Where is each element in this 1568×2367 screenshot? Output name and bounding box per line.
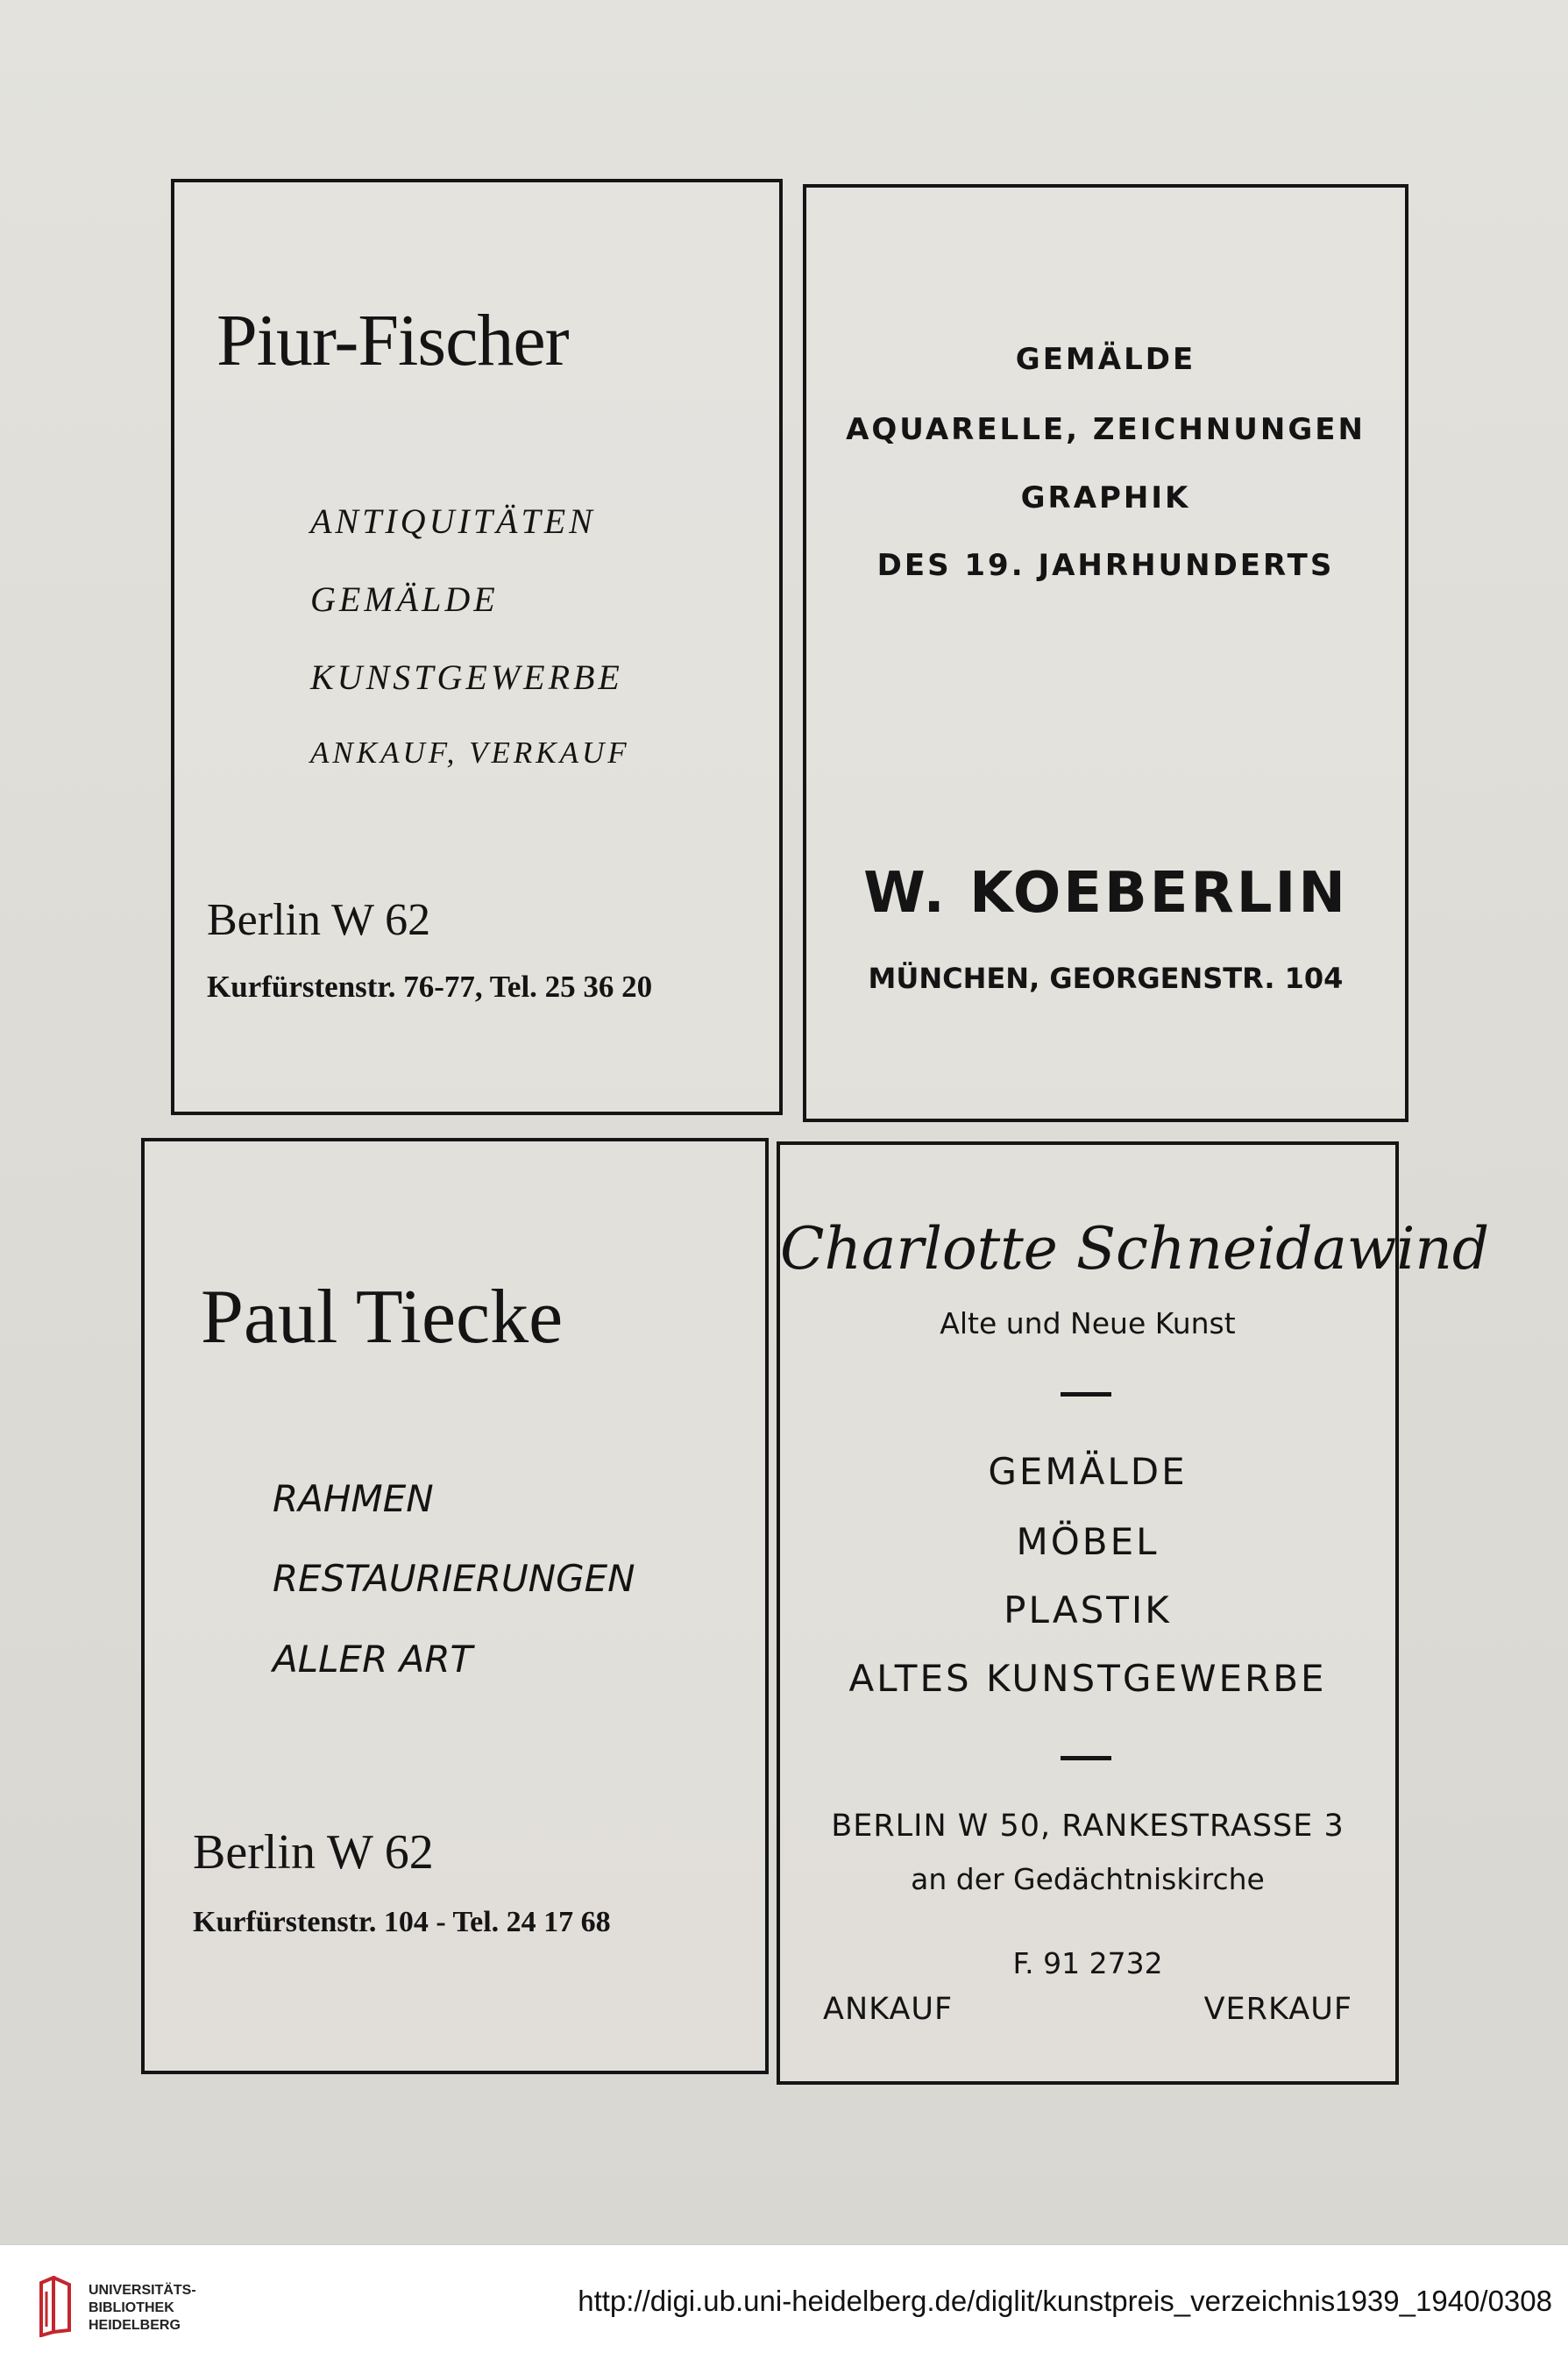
divider <box>1061 1392 1111 1397</box>
advertisement-schneidawind <box>777 1141 1490 2085</box>
ad-city: Berlin W 62 <box>207 895 431 945</box>
ad-heading-line: AQUARELLE, ZEICHNUNGEN <box>846 412 1366 447</box>
ad-heading-line: GRAPHIK <box>1020 480 1191 515</box>
advertisement-paul-tiecke <box>141 1138 769 2074</box>
ad-title: Paul Tiecke <box>201 1275 564 1360</box>
ad-location-note: an der Gedächtniskirche <box>911 1862 1265 1896</box>
library-logo-icon <box>38 2276 73 2337</box>
ad-buy-label: ANKAUF <box>823 1992 954 2027</box>
ad-service-line: PLASTIK <box>1004 1589 1172 1631</box>
ad-service-line: ALTES KUNSTGEWERBE <box>848 1657 1327 1700</box>
advertisement-koeberlin <box>803 184 1408 1122</box>
ad-title: Piur-Fischer <box>216 300 569 381</box>
ad-service-line: ANKAUF, VERKAUF <box>310 736 630 770</box>
library-name-line: HEIDELBERG <box>89 2318 181 2333</box>
ad-title: Charlotte Schneidawind <box>780 1215 1490 1283</box>
source-url[interactable]: http://digi.ub.uni-heidelberg.de/diglit/kunstpreis_verzeichnis1939_1940/0308 <box>578 2285 1552 2317</box>
ad-service-line: RESTAURIERUNGEN <box>273 1557 635 1600</box>
divider <box>1061 1756 1111 1760</box>
library-name-line: UNIVERSITÄTS- <box>89 2283 196 2298</box>
ad-address: Kurfürstenstr. 104 - Tel. 24 17 68 <box>193 1906 611 1938</box>
library-name <box>89 2282 196 2335</box>
digitization-footer <box>0 2244 1568 2367</box>
ad-sell-label: VERKAUF <box>1203 1992 1352 2027</box>
ad-service-line: ANTIQUITÄTEN <box>310 501 596 541</box>
advertisement-piur-fischer <box>171 179 783 1115</box>
ad-heading-line: GEMÄLDE <box>1015 342 1196 377</box>
ad-address: MÜNCHEN, GEORGENSTR. 104 <box>868 962 1344 995</box>
ad-phone: F. 91 2732 <box>1012 1946 1163 1980</box>
ad-service-line: KUNSTGEWERBE <box>310 658 623 697</box>
ad-heading-line: DES 19. JAHRHUNDERTS <box>876 548 1335 583</box>
ad-address: BERLIN W 50, RANKESTRASSE 3 <box>831 1809 1345 1844</box>
ad-address: Kurfürstenstr. 76-77, Tel. 25 36 20 <box>207 970 653 1004</box>
ad-business-name: W. KOEBERLIN <box>863 861 1348 926</box>
library-name-line: BIBLIOTHEK <box>89 2300 174 2315</box>
ad-service-line: GEMÄLDE <box>988 1450 1188 1493</box>
ad-city: Berlin W 62 <box>193 1825 434 1880</box>
ad-subtitle: Alte und Neue Kunst <box>940 1306 1236 1340</box>
ad-service-line: RAHMEN <box>273 1477 434 1520</box>
ad-service-line: GEMÄLDE <box>310 579 499 619</box>
ad-service-line: ALLER ART <box>273 1638 473 1681</box>
ad-service-line: MÖBEL <box>1016 1520 1160 1563</box>
